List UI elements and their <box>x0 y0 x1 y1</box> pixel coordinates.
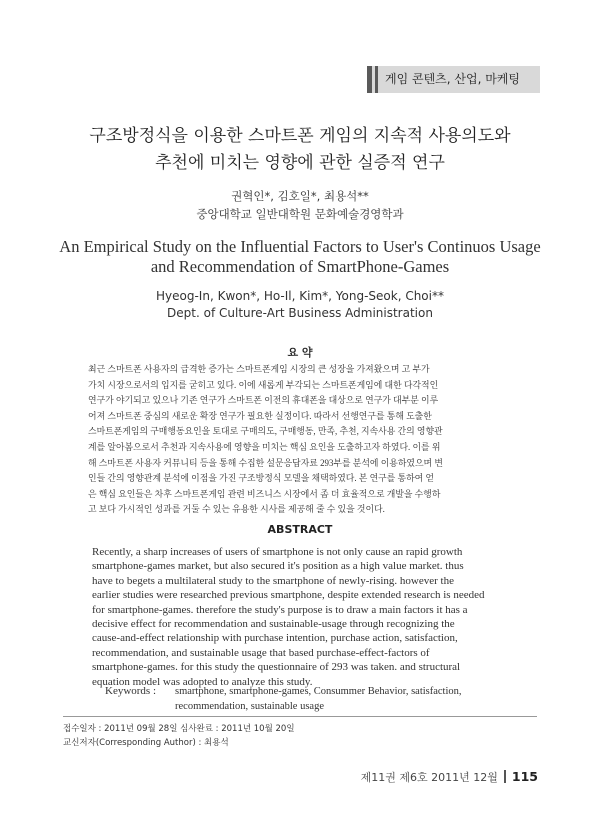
title-ko-line-2: 추천에 미치는 영향에 관한 실증적 연구 <box>155 153 445 173</box>
abstract-en-body <box>92 545 510 689</box>
abstract-ko-line: 연구가 야기되고 있으나 기존 연구가 스마트폰 이전의 휴대폰을 대상으로 연구가 대부분 이루 <box>88 395 439 406</box>
affiliation-en: Dept. of Culture-Art Business Administration <box>167 306 433 320</box>
abstract-en-line: smartphone-games. for this study the questionnaire of 293 was taken. and structural <box>92 661 461 674</box>
abstract-ko-line: 가치 시장으로서의 입지를 굳히고 있다. 이에 새롭게 부각되는 스마트폰게임에 대한 다각적인 <box>88 379 439 390</box>
page-number: 115 <box>511 769 538 784</box>
tag-bar-thin <box>375 66 378 93</box>
abstract-ko-line: 고 보다 가시적인 성과를 거둘 수 있는 유용한 시사를 제공해 줄 수 있을 것이다. <box>88 504 385 515</box>
abstract-en-line: equation model was adopted to analyze this study. <box>92 675 313 688</box>
abstract-en-line: smartphone-games market, but also secured it's position as a high value market. thus <box>92 560 464 573</box>
keywords-label: Keywords : <box>105 685 157 697</box>
abstract-ko-line: 최근 스마트폰 사용자의 급격한 증가는 스마트폰게임 시장의 큰 성장을 가져왔으며 고 부가 <box>88 364 430 374</box>
tag-bar-dark <box>367 66 372 93</box>
title-en-line-2: and Recommendation of SmartPhone-Games <box>150 257 450 276</box>
authors-ko: 권혁인*, 김호일*, 최용석** <box>231 189 369 203</box>
keywords-text <box>175 685 462 714</box>
abstract-en-line: for smartphone-games. therefore the study's purpose is to draw a main factors it has a <box>92 603 468 616</box>
issue-info: 제11권 제6호 2011년 12월 <box>360 771 498 784</box>
abstract-en-heading: ABSTRACT <box>267 523 333 536</box>
abstract-ko-line: 어져 스마트폰 중심의 새로운 확장 연구가 필요한 실정이다. 따라서 선행연구를 통해 도출한 <box>88 410 432 421</box>
abstract-en-line: earlier studies were researched previous smartphone, despite extended research is needed <box>92 589 485 602</box>
page-footer <box>361 769 538 785</box>
section-tag <box>367 66 540 93</box>
abstract-en-line: cause-and-effect relationship with purchase intention, purchase action, satisfaction, <box>92 632 458 645</box>
keywords-line: smartphone, smartphone-games, Consummer Behavior, satisfaction, <box>175 686 462 697</box>
abstract-ko-line: 스마트폰게임의 구매행동요인을 토대로 구매의도, 구매행동, 만족, 추천, 지속사용 간의 영향관 <box>88 426 443 437</box>
abstract-ko-heading: 요 약 <box>287 346 313 359</box>
affiliation-ko: 중앙대학교 일반대학원 문화예술경영학과 <box>196 207 404 221</box>
abstract-ko-line: 계를 알아봄으로서 추천과 지속사용에 영향을 미치는 핵심 요인을 도출하고자 하였다. 이를 위 <box>88 441 441 452</box>
title-ko-line-1: 구조방정식을 이용한 스마트폰 게임의 지속적 사용의도와 <box>89 126 511 146</box>
abstract-ko-body <box>88 362 512 518</box>
abstract-en-line: decisive effect for recommendation and sustainable-usage through recognizing the <box>92 618 455 631</box>
keywords-line: recommendation, sustainable usage <box>175 700 324 712</box>
received-dates: 접수일자 : 2011년 09월 28일 심사완료 : 2011년 10월 20일 <box>63 724 295 734</box>
footer-separator <box>504 770 506 783</box>
title-en-line-1: An Empirical Study on the Influential Factors to User's Continuos Usage <box>59 237 541 256</box>
abstract-en-line: have to begets a multilateral study to the smartphone of newly-rising. however the <box>92 574 454 587</box>
section-label: 게임 콘텐츠, 산업, 마케팅 <box>385 72 520 86</box>
authors-en: Hyeog-In, Kwon*, Ho-Il, Kim*, Yong-Seok, Choi** <box>156 289 444 303</box>
abstract-en-line: Recently, a sharp increases of users of smartphone is not only cause an rapid growth <box>92 546 463 558</box>
abstract-ko-line: 해 스마트폰 사용자 커뮤니티 등을 통해 수집한 설문응답자료 293부를 분석에 이용하였으며 변 <box>88 457 443 468</box>
corresponding-author: 교신저자(Corresponding Author) : 최용석 <box>63 738 229 748</box>
abstract-ko-line: 은 핵심 요인들은 차후 스마트폰게임 관련 비즈니스 시장에서 좀 더 효율적으로 개발을 수행하 <box>88 488 441 499</box>
footnote-divider <box>63 716 537 717</box>
abstract-en-line: recommendation, and sustainable usage that based purchase-effect-factors of <box>92 646 430 659</box>
abstract-ko-line: 인들 간의 영향관계 분석에 이점을 가진 구조방정식 모델을 채택하였다. 본 연구를 통하여 얻 <box>88 473 435 484</box>
